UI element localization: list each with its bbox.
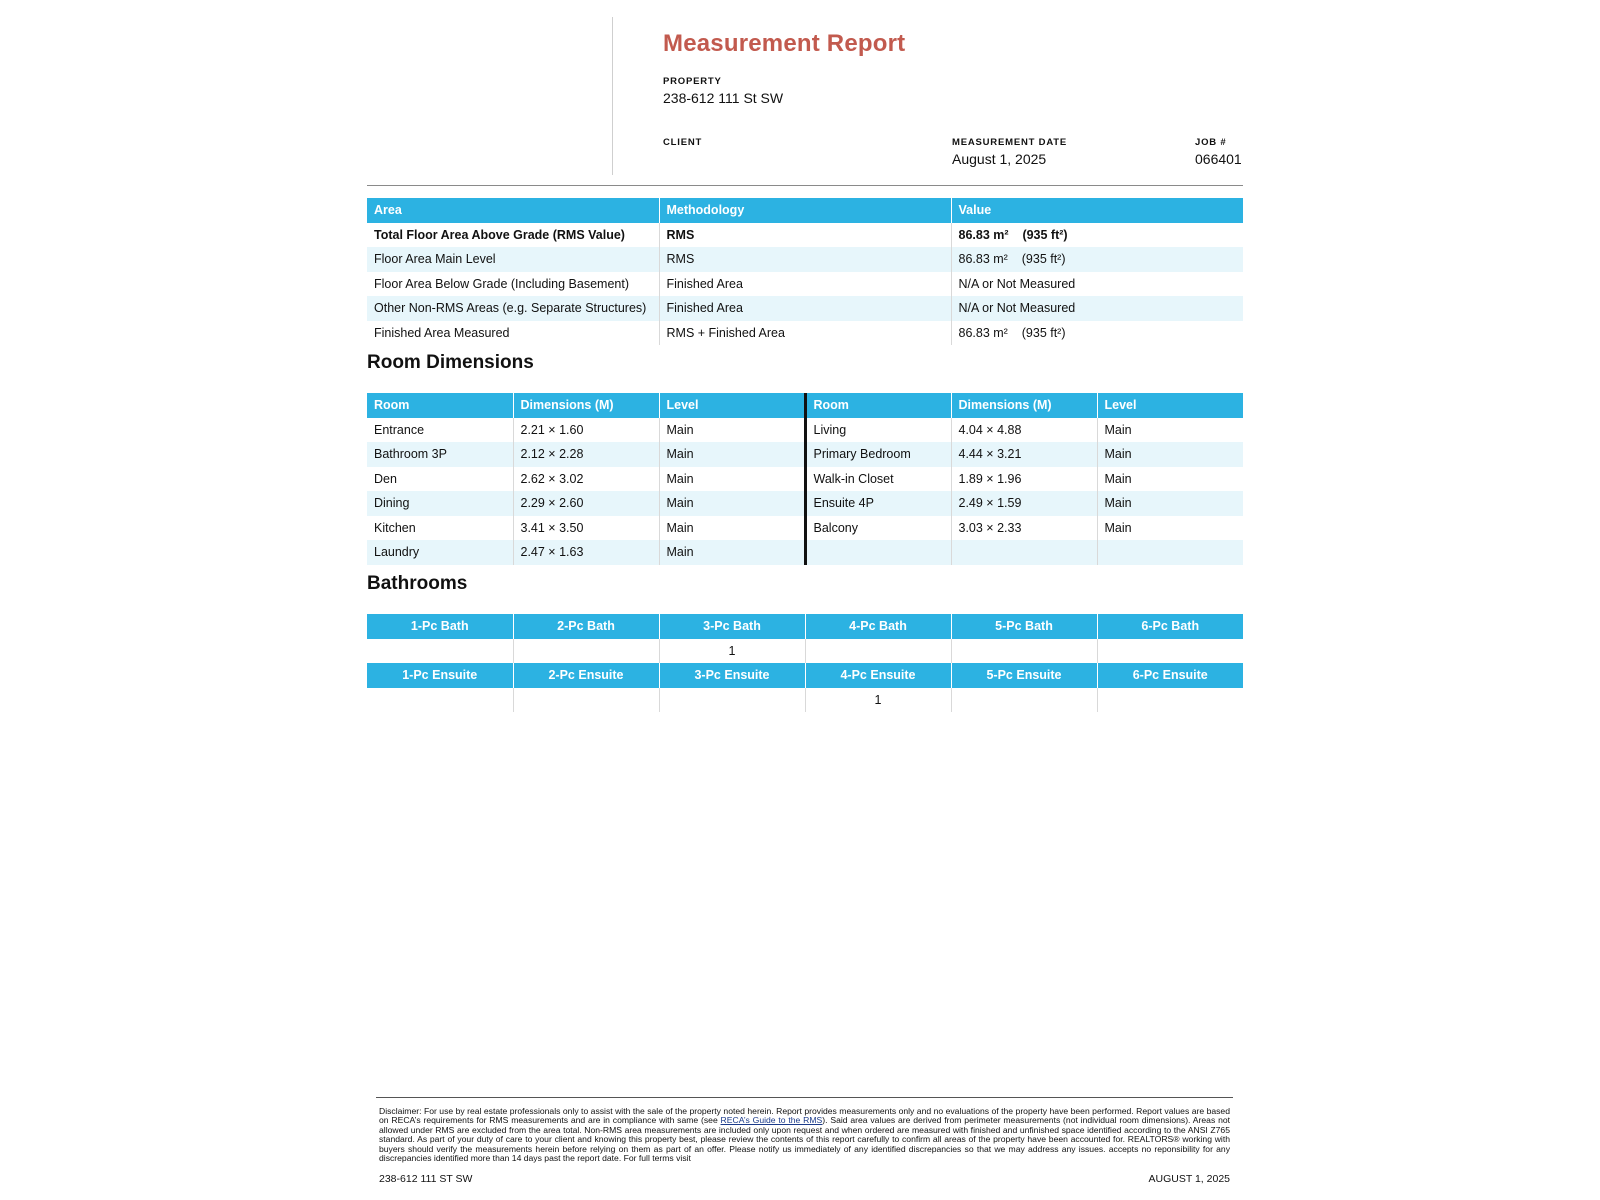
report-page — [367, 0, 1243, 707]
level-cell: Main — [659, 491, 805, 516]
level-cell: Main — [659, 467, 805, 492]
table-row — [367, 272, 1243, 297]
room-cell: Laundry — [367, 540, 513, 565]
room-header: Room — [367, 393, 513, 418]
dimensions-cell: 2.47 × 1.63 — [513, 540, 659, 565]
level-cell: Main — [659, 516, 805, 541]
footer-date: AUGUST 1, 2025 — [1148, 1173, 1230, 1185]
header-divider — [612, 17, 613, 175]
room-table-header — [367, 393, 1243, 418]
room-cell: Kitchen — [367, 516, 513, 541]
property-label: PROPERTY — [663, 76, 722, 87]
level-cell: Main — [659, 540, 805, 565]
bath-header: 2-Pc Bath — [513, 614, 659, 639]
room-cell: Walk-in Closet — [805, 467, 951, 492]
room-cell: Primary Bedroom — [805, 442, 951, 467]
table-row — [367, 491, 1243, 516]
measurement-date-value: August 1, 2025 — [952, 151, 1047, 167]
area-table — [367, 198, 1243, 345]
dimensions-cell: 4.04 × 4.88 — [951, 418, 1097, 443]
bath-header-row — [367, 614, 1243, 639]
ensuite-header-row — [367, 663, 1243, 688]
dimensions-header: Dimensions (M) — [513, 393, 659, 418]
ensuite-count — [367, 688, 513, 713]
ensuite-header: 3-Pc Ensuite — [659, 663, 805, 688]
level-cell: Main — [1097, 442, 1243, 467]
level-header: Level — [659, 393, 805, 418]
property-value: 238-612 111 St SW — [663, 90, 784, 106]
ensuite-header: 6-Pc Ensuite — [1097, 663, 1243, 688]
bath-header: 6-Pc Bath — [1097, 614, 1243, 639]
ensuite-count: 1 — [805, 688, 951, 713]
ensuite-header: 4-Pc Ensuite — [805, 663, 951, 688]
value-imperial: (935 ft²) — [1021, 325, 1066, 340]
measurement-date-label: MEASUREMENT DATE — [952, 137, 1068, 148]
ensuite-count — [513, 688, 659, 713]
ensuite-count — [951, 688, 1097, 713]
area-cell: Floor Area Below Grade (Including Basement) — [367, 272, 659, 297]
table-row — [367, 442, 1243, 467]
method-cell: Finished Area — [659, 272, 951, 297]
ensuite-header: 5-Pc Ensuite — [951, 663, 1097, 688]
value-metric: 86.83 m² — [958, 252, 1008, 267]
level-cell: Main — [1097, 491, 1243, 516]
disclaimer-part: Disclaimer: For use by real estate professionals only to assist with the sale of the property noted herein. Report provides measurements only and no evaluations of the property have been performed. Report values are based on RECA’s requirements for RMS measurements and are in compliance with same (see — [379, 1106, 1230, 1126]
dimensions-cell: 2.62 × 3.02 — [513, 467, 659, 492]
bath-count — [805, 639, 951, 664]
dimensions-cell: 2.12 × 2.28 — [513, 442, 659, 467]
area-header-value: Value — [951, 198, 1243, 223]
dimensions-cell: 1.89 × 1.96 — [951, 467, 1097, 492]
level-cell — [1097, 540, 1243, 565]
room-cell: Ensuite 4P — [805, 491, 951, 516]
value-cell — [951, 223, 1243, 248]
job-number-value: 066401 — [1195, 151, 1242, 167]
bath-count: 1 — [659, 639, 805, 664]
level-cell: Main — [1104, 520, 1132, 535]
area-cell: Finished Area Measured — [367, 321, 659, 346]
room-cell: Living — [805, 418, 951, 443]
footer-rule — [376, 1097, 1233, 1098]
bathrooms-table — [367, 614, 1243, 712]
table-row — [367, 418, 1243, 443]
report-header — [367, 0, 1243, 186]
report-title: Measurement Report — [663, 30, 906, 57]
level-cell: Main — [659, 418, 805, 443]
bath-header: 5-Pc Bath — [951, 614, 1097, 639]
reca-guide-link[interactable]: RECA’s Guide to the RMS — [720, 1115, 823, 1126]
bath-count — [367, 639, 513, 664]
table-row — [367, 247, 1243, 272]
area-cell: Other Non-RMS Areas (e.g. Separate Structures) — [367, 296, 659, 321]
room-header: Room — [805, 393, 951, 418]
footer-address: 238-612 111 ST SW — [379, 1173, 473, 1185]
value-imperial: (935 ft²) — [1022, 227, 1068, 242]
table-row — [367, 516, 1243, 541]
area-header-area: Area — [367, 198, 659, 223]
area-cell: Floor Area Main Level — [367, 247, 659, 272]
value-cell — [951, 296, 1243, 321]
bath-header: 1-Pc Bath — [367, 614, 513, 639]
bath-value-row — [367, 639, 1243, 664]
level-cell: Main — [1104, 471, 1132, 486]
value-metric: N/A or Not Measured — [958, 301, 1076, 316]
room-cell: Den — [367, 467, 513, 492]
room-cell: Bathroom 3P — [367, 442, 513, 467]
dimensions-cell: 4.44 × 3.21 — [951, 442, 1097, 467]
dimensions-cell: 3.41 × 3.50 — [513, 516, 659, 541]
value-metric: 86.83 m² — [958, 325, 1008, 340]
job-number-label: JOB # — [1195, 137, 1227, 148]
dimensions-cell — [951, 540, 1097, 565]
room-cell — [805, 540, 951, 565]
method-cell: Finished Area — [659, 296, 951, 321]
bath-header: 3-Pc Bath — [659, 614, 805, 639]
bath-count — [1097, 639, 1243, 664]
value-metric: N/A or Not Measured — [958, 276, 1076, 291]
table-row — [367, 321, 1243, 346]
table-row — [367, 540, 1243, 565]
bath-count — [951, 639, 1097, 664]
room-dimensions-heading: Room Dimensions — [367, 352, 534, 373]
ensuite-count — [1097, 688, 1243, 713]
ensuite-count — [659, 688, 805, 713]
bath-count — [513, 639, 659, 664]
area-cell: Total Floor Area Above Grade (RMS Value) — [367, 223, 659, 248]
ensuite-header: 1-Pc Ensuite — [367, 663, 513, 688]
value-cell — [951, 321, 1243, 346]
room-dimensions-table — [367, 393, 1243, 565]
table-row — [367, 467, 1243, 492]
ensuite-header: 2-Pc Ensuite — [513, 663, 659, 688]
dimensions-cell: 2.49 × 1.59 — [951, 491, 1097, 516]
table-row — [367, 223, 1243, 248]
area-header-methodology: Methodology — [659, 198, 951, 223]
value-metric: 86.83 m² — [958, 227, 1009, 242]
bath-header: 4-Pc Bath — [805, 614, 951, 639]
value-cell — [951, 272, 1243, 297]
level-cell: Main — [1104, 422, 1132, 437]
room-cell: Entrance — [367, 418, 513, 443]
area-table-header — [367, 198, 1243, 223]
method-cell: RMS + Finished Area — [659, 321, 951, 346]
level-header: Level — [1097, 393, 1243, 418]
dimensions-cell: 2.21 × 1.60 — [513, 418, 659, 443]
table-row — [367, 296, 1243, 321]
method-cell: RMS — [659, 223, 951, 248]
disclaimer-text — [379, 1107, 1230, 1163]
level-cell: Main — [659, 442, 805, 467]
dimensions-header: Dimensions (M) — [951, 393, 1097, 418]
room-cell: Dining — [367, 491, 513, 516]
ensuite-value-row — [367, 688, 1243, 713]
dimensions-cell: 2.29 × 2.60 — [513, 491, 659, 516]
room-cell: Balcony — [805, 516, 951, 541]
dimensions-cell: 3.03 × 2.33 — [951, 516, 1097, 541]
value-cell — [951, 247, 1243, 272]
bathrooms-heading: Bathrooms — [367, 573, 468, 594]
value-imperial: (935 ft²) — [1021, 252, 1066, 267]
disclaimer-part: ). Said area values are derived from perimeter measurements (not individual room dimensions). Areas not allowed under RMS are excluded from the area total. Non-RMS area measurements are included only upon request and when ordered are measured with finished and unfinished space identified according to the ANSI Z765 standard. As part of your duty of care to your client and knowing this property best, please review the contents of this report carefully to confirm all areas of the property have been accounted for. REALTORS® working with buyers should verify the measurements herein before relying on them as part of an offer. Please notify us immediately of any identified discrepancies so that we may address any issues. accepts no reponsibility for any discrepancies identified more than 14 days past the report date. For full terms visit — [379, 1115, 1231, 1164]
client-label: CLIENT — [663, 137, 703, 148]
method-cell: RMS — [659, 247, 951, 272]
